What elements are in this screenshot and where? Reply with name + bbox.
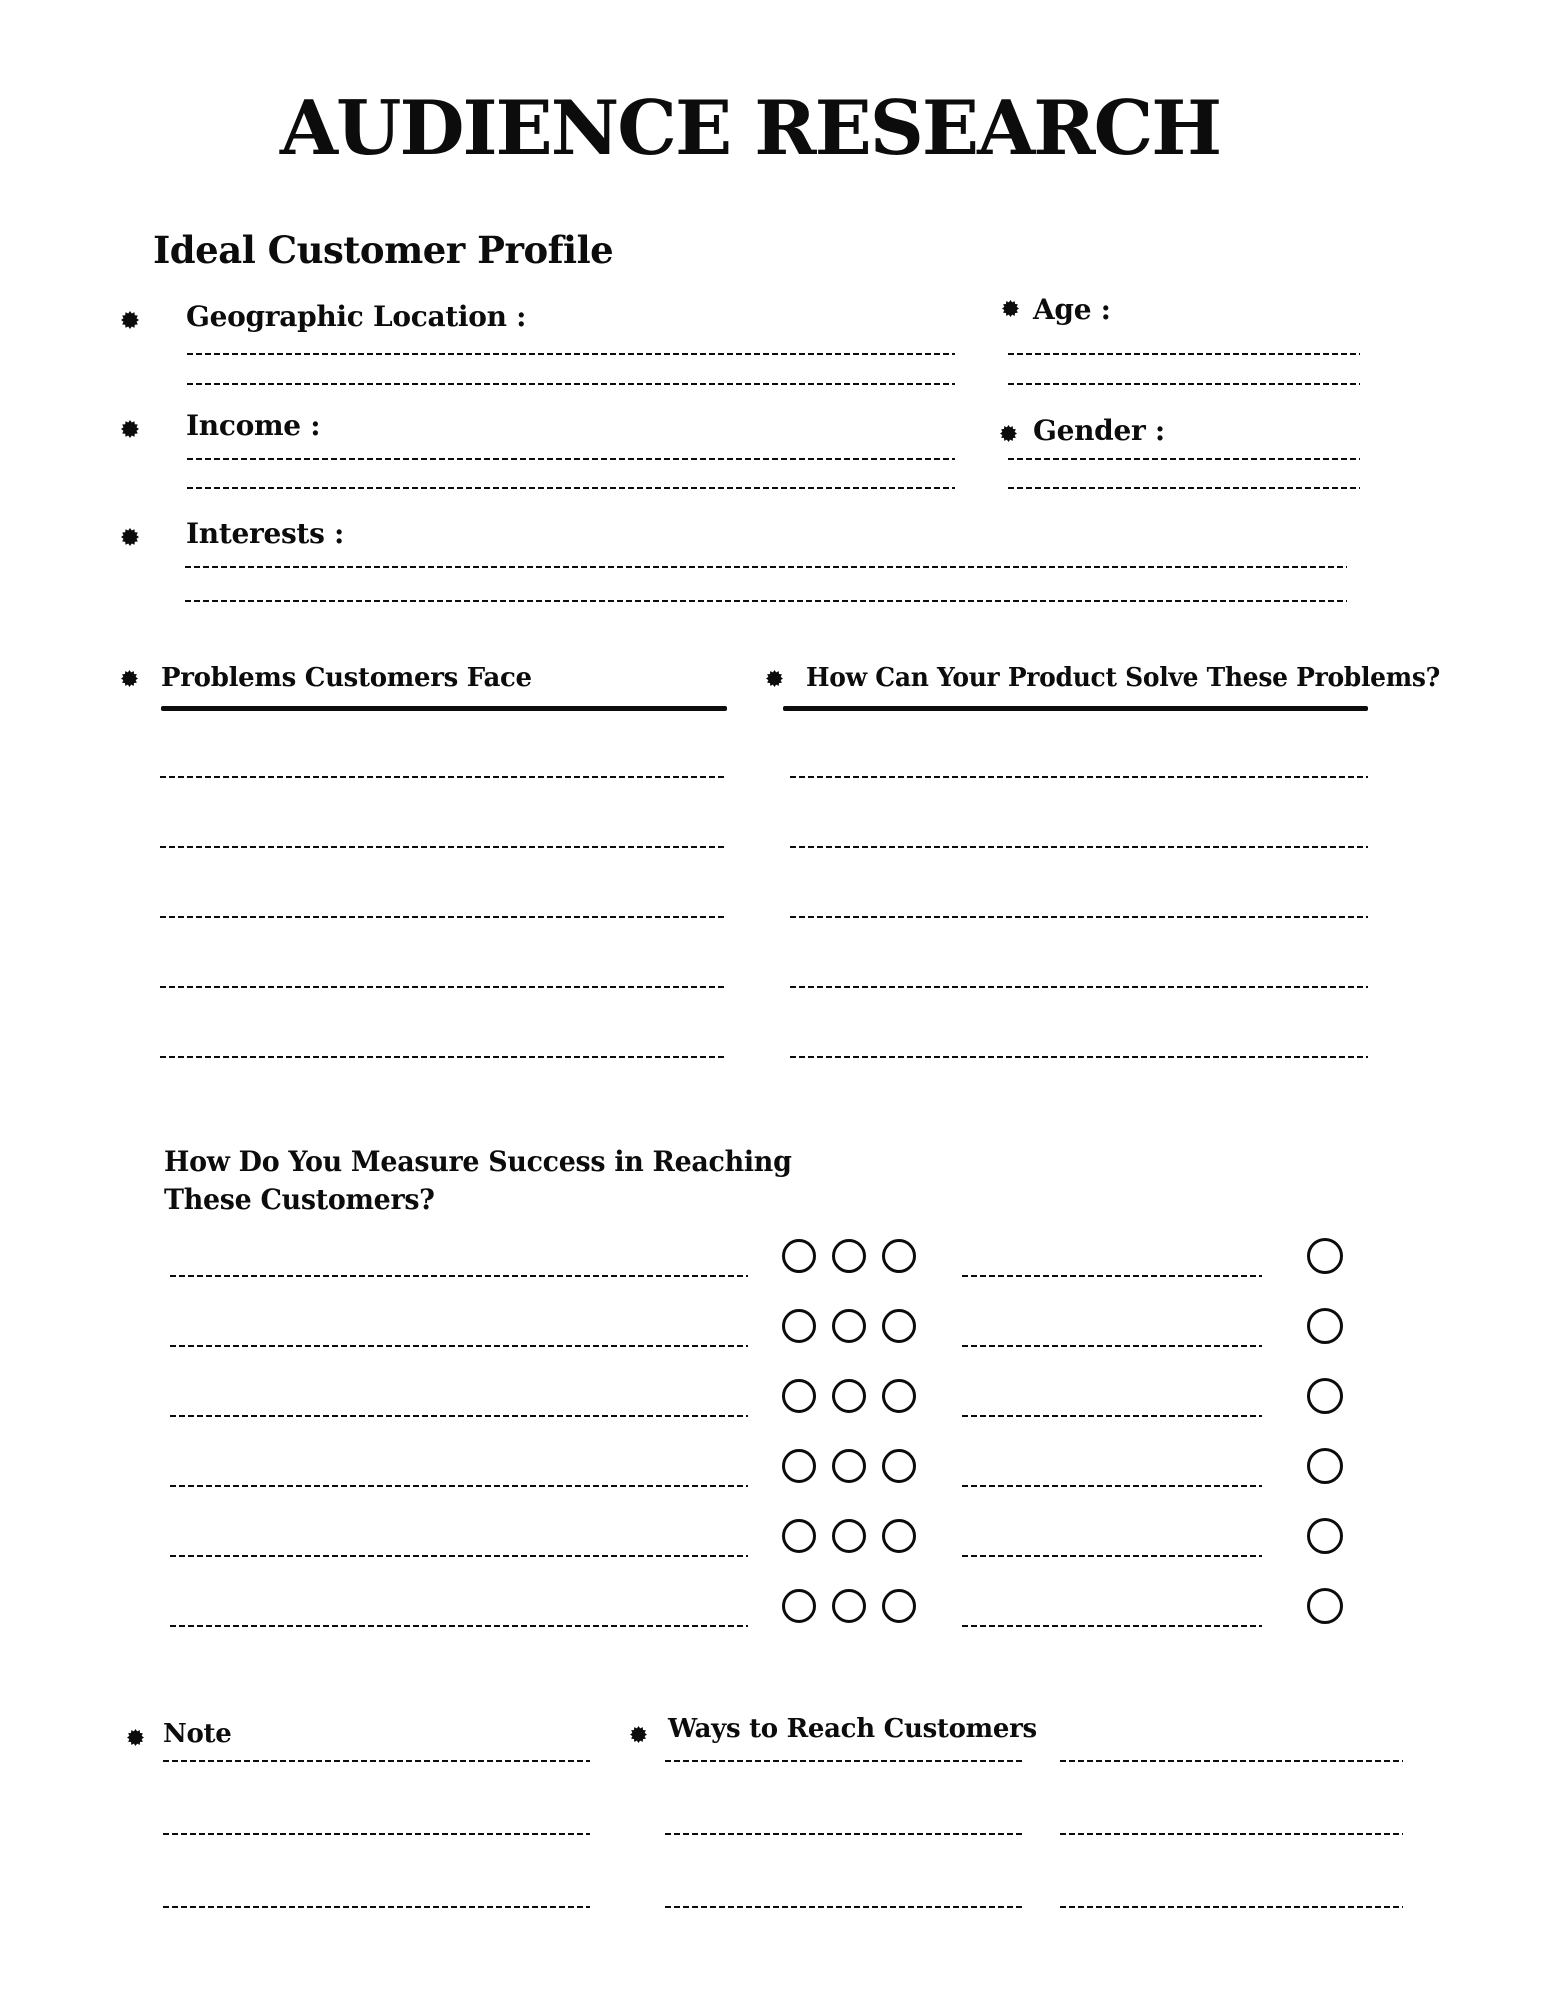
ways-col2-write-line-3[interactable] [1060, 1906, 1403, 1908]
rating-circle-2[interactable] [832, 1519, 866, 1553]
rating-circle-1[interactable] [782, 1239, 816, 1273]
starburst-bullet-icon [121, 670, 138, 687]
problems-write-line-4[interactable] [160, 986, 727, 988]
column-rule [783, 706, 1368, 711]
measure-note-line-4[interactable] [962, 1485, 1262, 1487]
interests-write-line-1[interactable] [185, 566, 1347, 568]
measure-note-line-1[interactable] [962, 1275, 1262, 1277]
rating-circle-3[interactable] [882, 1239, 916, 1273]
rating-circle-1[interactable] [782, 1379, 816, 1413]
measure-write-line-6[interactable] [170, 1625, 748, 1627]
starburst-bullet-icon [121, 311, 139, 329]
starburst-bullet-icon [766, 670, 783, 687]
measure-write-line-3[interactable] [170, 1415, 748, 1417]
field-label-interests: Interests : [186, 517, 345, 550]
field-label-geographic-location: Geographic Location : [186, 300, 527, 333]
geographic-location-write-line-1[interactable] [187, 353, 955, 355]
geographic-location-write-line-2[interactable] [187, 383, 955, 385]
rating-circle-2[interactable] [832, 1449, 866, 1483]
section-heading-measure-success-line1: How Do You Measure Success in Reaching [164, 1145, 792, 1178]
measure-note-line-2[interactable] [962, 1345, 1262, 1347]
note-write-line-3[interactable] [163, 1906, 590, 1908]
rating-circle-3[interactable] [882, 1519, 916, 1553]
note-write-line-2[interactable] [163, 1833, 590, 1835]
check-circle-2[interactable] [1307, 1308, 1343, 1344]
check-circle-5[interactable] [1307, 1518, 1343, 1554]
starburst-bullet-icon [630, 1726, 647, 1743]
field-label-gender: Gender : [1033, 414, 1165, 447]
section-heading-ways-to-reach: Ways to Reach Customers [668, 1714, 1037, 1744]
gender-write-line-1[interactable] [1008, 458, 1360, 460]
rating-circle-2[interactable] [832, 1309, 866, 1343]
column-rule [161, 706, 727, 711]
rating-circle-1[interactable] [782, 1309, 816, 1343]
measure-write-line-4[interactable] [170, 1485, 748, 1487]
measure-note-line-5[interactable] [962, 1555, 1262, 1557]
rating-circle-3[interactable] [882, 1309, 916, 1343]
rating-circle-2[interactable] [832, 1239, 866, 1273]
starburst-bullet-icon [1000, 425, 1017, 442]
check-circle-4[interactable] [1307, 1448, 1343, 1484]
note-write-line-1[interactable] [163, 1760, 590, 1762]
solutions-write-line-3[interactable] [790, 916, 1368, 918]
section-heading-note: Note [163, 1719, 232, 1749]
starburst-bullet-icon [121, 528, 139, 546]
starburst-bullet-icon [127, 1729, 144, 1746]
problems-write-line-1[interactable] [160, 776, 727, 778]
column-heading-solutions: How Can Your Product Solve These Problems? [806, 663, 1440, 693]
measure-note-line-3[interactable] [962, 1415, 1262, 1417]
problems-write-line-5[interactable] [160, 1056, 727, 1058]
ways-col1-write-line-1[interactable] [665, 1760, 1025, 1762]
solutions-write-line-4[interactable] [790, 986, 1368, 988]
rating-circle-1[interactable] [782, 1589, 816, 1623]
measure-write-line-5[interactable] [170, 1555, 748, 1557]
interests-write-line-2[interactable] [185, 600, 1347, 602]
gender-write-line-2[interactable] [1008, 487, 1360, 489]
ways-col2-write-line-2[interactable] [1060, 1833, 1403, 1835]
measure-note-line-6[interactable] [962, 1625, 1262, 1627]
check-circle-3[interactable] [1307, 1378, 1343, 1414]
age-write-line-1[interactable] [1008, 353, 1360, 355]
field-label-age: Age : [1033, 293, 1111, 326]
starburst-bullet-icon [1002, 300, 1019, 317]
rating-circle-2[interactable] [832, 1589, 866, 1623]
solutions-write-line-5[interactable] [790, 1056, 1368, 1058]
income-write-line-2[interactable] [187, 487, 955, 489]
ways-col1-write-line-2[interactable] [665, 1833, 1025, 1835]
starburst-bullet-icon [121, 420, 139, 438]
rating-circle-1[interactable] [782, 1449, 816, 1483]
rating-circle-3[interactable] [882, 1379, 916, 1413]
page-title: AUDIENCE RESEARCH [279, 84, 1221, 172]
age-write-line-2[interactable] [1008, 383, 1360, 385]
ways-col1-write-line-3[interactable] [665, 1906, 1025, 1908]
column-heading-problems: Problems Customers Face [161, 663, 532, 693]
check-circle-1[interactable] [1307, 1238, 1343, 1274]
section-heading-ideal-customer-profile: Ideal Customer Profile [153, 228, 614, 272]
measure-write-line-2[interactable] [170, 1345, 748, 1347]
rating-circle-3[interactable] [882, 1589, 916, 1623]
section-heading-measure-success-line2: These Customers? [164, 1183, 435, 1216]
rating-circle-1[interactable] [782, 1519, 816, 1553]
income-write-line-1[interactable] [187, 458, 955, 460]
field-label-income: Income : [186, 409, 321, 442]
rating-circle-3[interactable] [882, 1449, 916, 1483]
measure-write-line-1[interactable] [170, 1275, 748, 1277]
solutions-write-line-1[interactable] [790, 776, 1368, 778]
check-circle-6[interactable] [1307, 1588, 1343, 1624]
solutions-write-line-2[interactable] [790, 846, 1368, 848]
rating-circle-2[interactable] [832, 1379, 866, 1413]
problems-write-line-3[interactable] [160, 916, 727, 918]
ways-col2-write-line-1[interactable] [1060, 1760, 1403, 1762]
problems-write-line-2[interactable] [160, 846, 727, 848]
